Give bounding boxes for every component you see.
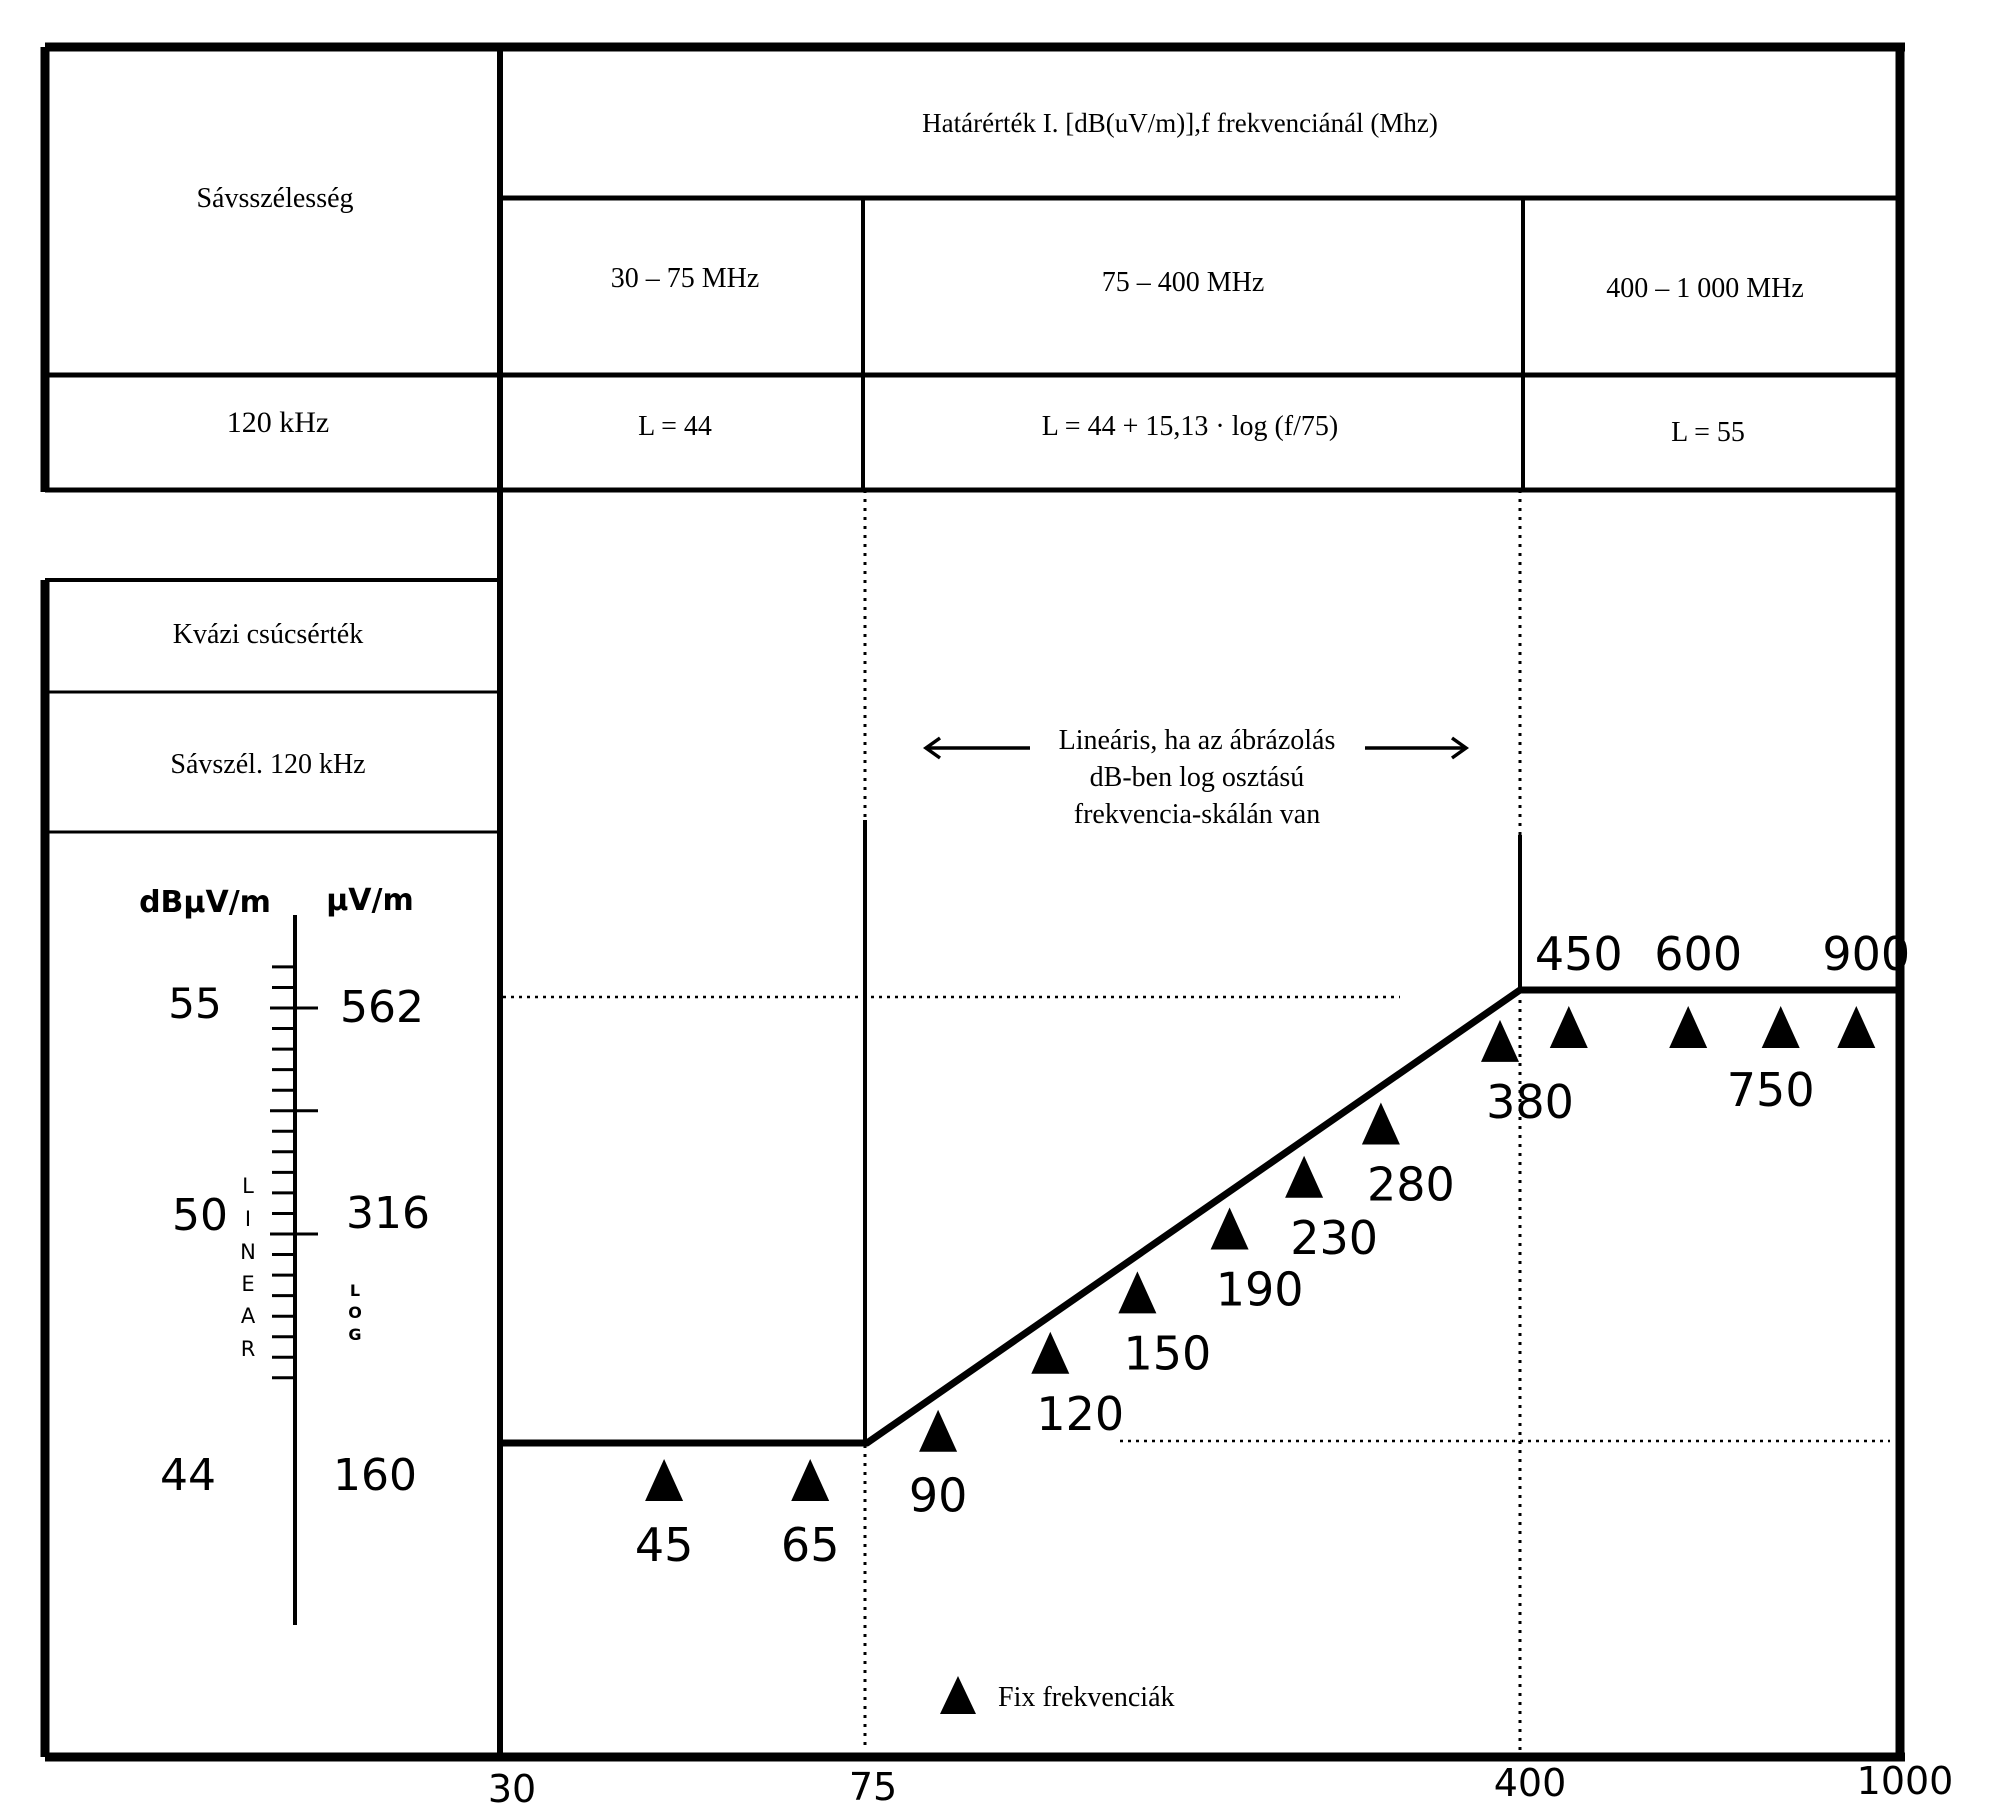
band-formula-1: L = 44 <box>638 411 712 442</box>
log-label <box>348 1281 362 1344</box>
fixed-frequency-label: 280 <box>1366 1157 1455 1212</box>
fixed-frequency-label: 750 <box>1726 1063 1815 1117</box>
scale-uv-unit: μV/m <box>326 883 414 918</box>
linear-label <box>240 1174 256 1361</box>
band-range-2: 75 – 400 MHz <box>1101 267 1265 298</box>
fixed-frequency-marker <box>919 1410 957 1452</box>
fixed-frequency-markers <box>645 1006 1875 1501</box>
annotation-line-3: frekvencia-skálán van <box>1073 799 1321 830</box>
fixed-frequency-marker <box>1031 1332 1069 1374</box>
linear-letter: I <box>244 1207 252 1231</box>
fixed-frequency-label: 230 <box>1290 1210 1379 1265</box>
fixed-frequency-label: 450 <box>1534 927 1623 981</box>
scale-uv-316: 316 <box>346 1188 430 1239</box>
linear-letter: R <box>240 1337 256 1361</box>
level-scale <box>139 883 430 1625</box>
scale-db-55: 55 <box>168 979 222 1028</box>
fixed-frequency-marker <box>1362 1103 1400 1145</box>
log-letter: L <box>349 1281 361 1300</box>
linear-letter: E <box>241 1272 255 1296</box>
x-tick-label: 400 <box>1493 1761 1567 1805</box>
scale-db-50: 50 <box>172 1190 228 1241</box>
fixed-frequency-marker <box>1481 1020 1519 1062</box>
linear-letter: A <box>240 1304 256 1328</box>
x-tick-label: 75 <box>848 1765 898 1809</box>
fixed-frequency-marker <box>1118 1271 1156 1313</box>
fixed-frequency-label: 380 <box>1486 1074 1574 1129</box>
band-dividers <box>865 490 1520 1750</box>
x-axis <box>488 1759 1954 1811</box>
triangle-marker-icon <box>940 1676 976 1714</box>
fixed-frequency-label: 900 <box>1822 927 1911 981</box>
log-letter: O <box>348 1303 362 1322</box>
fixed-frequency-marker <box>1669 1006 1707 1048</box>
scale-db-unit: dBμV/m <box>139 885 271 920</box>
fixed-frequency-label: 150 <box>1123 1326 1212 1381</box>
detector-label: Kvázi csúcsérték <box>172 619 364 650</box>
band-formula-3: L = 55 <box>1671 417 1745 448</box>
fixed-frequency-label: 65 <box>780 1518 840 1572</box>
x-tick-label: 30 <box>487 1767 537 1811</box>
fixed-frequency-labels <box>635 927 1910 1572</box>
annotation-line-2: dB-ben log osztású <box>1089 762 1305 793</box>
fixed-frequency-label: 600 <box>1654 927 1743 981</box>
fixed-frequency-label: 45 <box>634 1518 694 1572</box>
scale-uv-562: 562 <box>340 982 424 1033</box>
fixed-frequency-marker <box>1285 1156 1323 1198</box>
scale-uv-160: 160 <box>333 1450 417 1501</box>
fixed-frequency-marker <box>791 1459 829 1501</box>
legend <box>940 1676 1175 1714</box>
fixed-frequency-marker <box>1762 1006 1800 1048</box>
linear-letter: N <box>240 1240 256 1264</box>
fixed-frequency-label: 90 <box>908 1468 968 1523</box>
detector-bandwidth: Sávszél. 120 kHz <box>170 749 366 780</box>
bandwidth-header: Sávsszélesség <box>196 183 354 214</box>
linear-annotation <box>926 725 1466 830</box>
limit-table-title: Határérték I. [dB(uV/m)],f frekvenciánál (Mhz) <box>922 108 1438 138</box>
band-range-1: 30 – 75 MHz <box>610 263 760 294</box>
linear-letter: L <box>242 1174 254 1198</box>
fixed-frequency-label: 190 <box>1215 1262 1304 1317</box>
fixed-frequency-marker <box>645 1459 683 1501</box>
band-formula-2: L = 44 + 15,13 · log (f/75) <box>1041 411 1339 442</box>
annotation-line-1: Lineáris, ha az ábrázolás <box>1058 725 1336 756</box>
fixed-frequency-label: 120 <box>1036 1386 1125 1441</box>
scale-db-44: 44 <box>160 1450 216 1501</box>
band-range-3: 400 – 1 000 MHz <box>1606 273 1804 304</box>
bandwidth-value: 120 kHz <box>226 406 330 439</box>
x-tick-label: 1000 <box>1856 1759 1954 1803</box>
log-letter: G <box>348 1325 362 1344</box>
fixed-frequency-marker <box>1211 1208 1249 1250</box>
fixed-frequency-marker <box>1837 1006 1875 1048</box>
legend-label: Fix frekvenciák <box>998 1682 1175 1713</box>
fixed-frequency-marker <box>1550 1006 1588 1048</box>
